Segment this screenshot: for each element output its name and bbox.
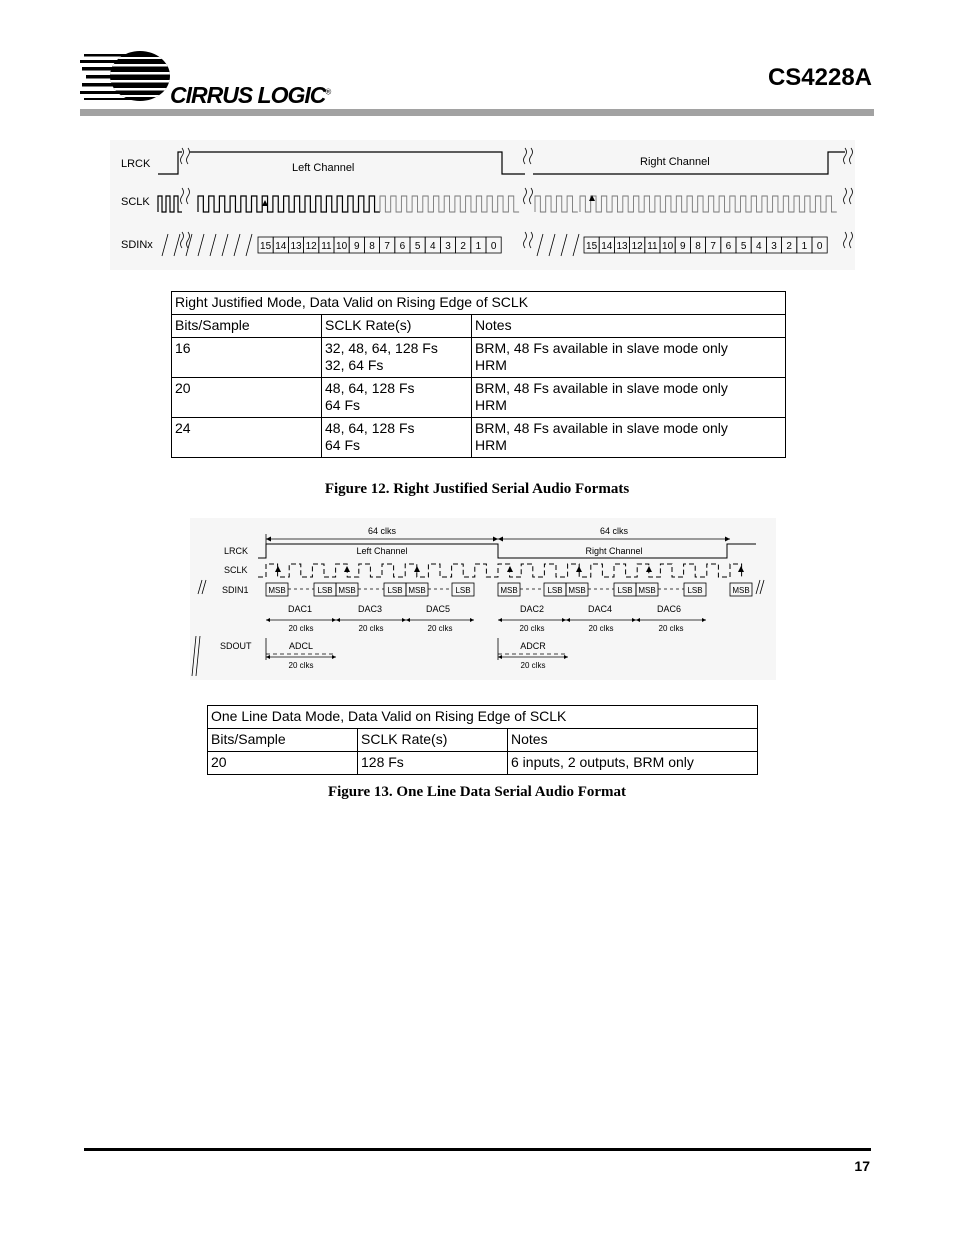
cell-bits: 20 [208,752,358,775]
msb-label: MSB [338,586,356,595]
clks64-label: 64 clks [599,526,629,536]
table-header-rate: SCLK Rate(s) [358,729,508,752]
cell-notes: BRM, 48 Fs available in slave mode only HRM [472,378,786,418]
one-line-data-table [207,705,758,775]
sclk-pulse-train [198,196,380,212]
bit-label: 6 [399,241,406,252]
cirrus-logic-logo-icon [80,48,175,104]
page-number: 17 [854,1158,870,1174]
cell-notes: BRM, 48 Fs available in slave mode only HRM [472,338,786,378]
msb-label: MSB [268,586,286,595]
table-row [208,752,758,775]
right-justified-table [171,291,786,458]
lsb-label: LSB [387,586,403,595]
table-header-notes: Notes [472,315,786,338]
lsb-label: LSB [617,586,633,595]
lsb-label: LSB [547,586,563,595]
sclk-pulse-train [158,196,182,212]
clks20-label: 20 clks [427,624,453,633]
msb-label: MSB [500,586,518,595]
clks64-label: 64 clks [367,526,397,536]
bit-label: 15 [260,241,272,252]
bit-label: 1 [475,241,482,252]
bit-label: 14 [275,241,287,252]
table-header-bits: Bits/Sample [208,729,358,752]
right-channel-label: Right Channel [640,156,710,168]
bit-label: 4 [756,241,762,252]
bit-label: 2 [460,241,466,252]
bit-label: 2 [786,241,792,252]
msb-label: MSB [408,586,426,595]
bit-label: 8 [369,241,375,252]
cell-bits: 24 [172,418,322,458]
table-header-rate: SCLK Rate(s) [322,315,472,338]
table-header-bits: Bits/Sample [172,315,322,338]
bit-label: 6 [725,241,732,252]
sdin1-label: SDIN1 [222,585,249,595]
lsb-label: LSB [317,586,333,595]
bit-label: 7 [710,241,716,252]
bit-label: 12 [305,241,317,252]
bit-label: 0 [816,241,823,252]
table-title: One Line Data Mode, Data Valid on Rising Edge of SCLK [208,706,758,729]
table-row [172,418,786,458]
table-row [172,378,786,418]
cell-bits: 16 [172,338,322,378]
table-row [172,338,786,378]
bit-label: 11 [647,241,658,252]
clks20-label: 20 clks [288,624,314,633]
clks20-label: 20 clks [288,661,314,670]
bit-label: 9 [354,241,360,252]
table-title: Right Justified Mode, Data Valid on Rising Edge of SCLK [172,292,786,315]
bit-label: 15 [586,241,598,252]
lrck-label: LRCK [121,158,151,170]
bit-label: 14 [601,241,613,252]
cell-notes: BRM, 48 Fs available in slave mode only HRM [472,418,786,458]
bit-label: 8 [695,241,701,252]
bit-label: 10 [336,241,348,252]
part-number: CS4228A [767,64,872,91]
dac-slot-label: DAC6 [656,604,682,614]
right-channel-label: Right Channel [585,546,643,556]
bit-label: 5 [740,241,747,252]
bit-label: 9 [680,241,686,252]
sdin-label: SDINx [121,239,153,251]
figure12-caption: Figure 12. Right Justified Serial Audio Formats [324,481,630,497]
cell-rate: 48, 64, 128 Fs 64 Fs [322,418,472,458]
bit-label: 1 [801,241,808,252]
brand-logo-text: CIRRUS LOGIC® [170,82,331,108]
clks20-label: 20 clks [588,624,614,633]
cell-rate: 48, 64, 128 Fs 64 Fs [322,378,472,418]
sclk-label: SCLK [224,565,248,575]
left-channel-label: Left Channel [356,546,408,556]
lsb-label: LSB [687,586,703,595]
bit-label: 4 [430,241,436,252]
table-header-notes: Notes [508,729,758,752]
adc-slot-label: ADCL [288,641,314,651]
bit-label: 11 [321,241,332,252]
bit-label: 0 [490,241,497,252]
one-line-data-timing-diagram [190,518,776,680]
clks20-label: 20 clks [520,661,546,670]
msb-label: MSB [568,586,586,595]
header-rule [80,109,874,116]
bit-label: 3 [771,241,777,252]
cell-rate: 32, 48, 64, 128 Fs 32, 64 Fs [322,338,472,378]
left-channel-label: Left Channel [292,162,355,174]
bit-label: 3 [445,241,451,252]
cell-notes: 6 inputs, 2 outputs, BRM only [508,752,758,775]
lsb-label: LSB [455,586,471,595]
right-justified-timing-diagram [110,140,855,270]
dac-slot-label: DAC1 [287,604,313,614]
bit-label: 13 [290,241,302,252]
bit-label: 5 [414,241,421,252]
bit-label: 7 [384,241,390,252]
dac-slot-label: DAC2 [519,604,545,614]
sdout-label: SDOUT [220,641,252,651]
figure13-caption: Figure 13. One Line Data Serial Audio Format [327,784,627,800]
lrck-label: LRCK [224,546,249,556]
bit-label: 12 [631,241,643,252]
msb-label: MSB [732,586,750,595]
bit-label: 10 [662,241,674,252]
footer-rule [84,1148,871,1151]
bit-label: 13 [616,241,628,252]
msb-label: MSB [638,586,656,595]
clks20-label: 20 clks [358,624,384,633]
adc-slot-label: ADCR [520,641,546,651]
cell-rate: 128 Fs [358,752,508,775]
dac-slot-label: DAC3 [357,604,383,614]
cell-bits: 20 [172,378,322,418]
sclk-label: SCLK [121,196,150,208]
clks20-label: 20 clks [658,624,684,633]
clks20-label: 20 clks [519,624,545,633]
dac-slot-label: DAC5 [425,604,451,614]
dac-slot-label: DAC4 [587,604,613,614]
